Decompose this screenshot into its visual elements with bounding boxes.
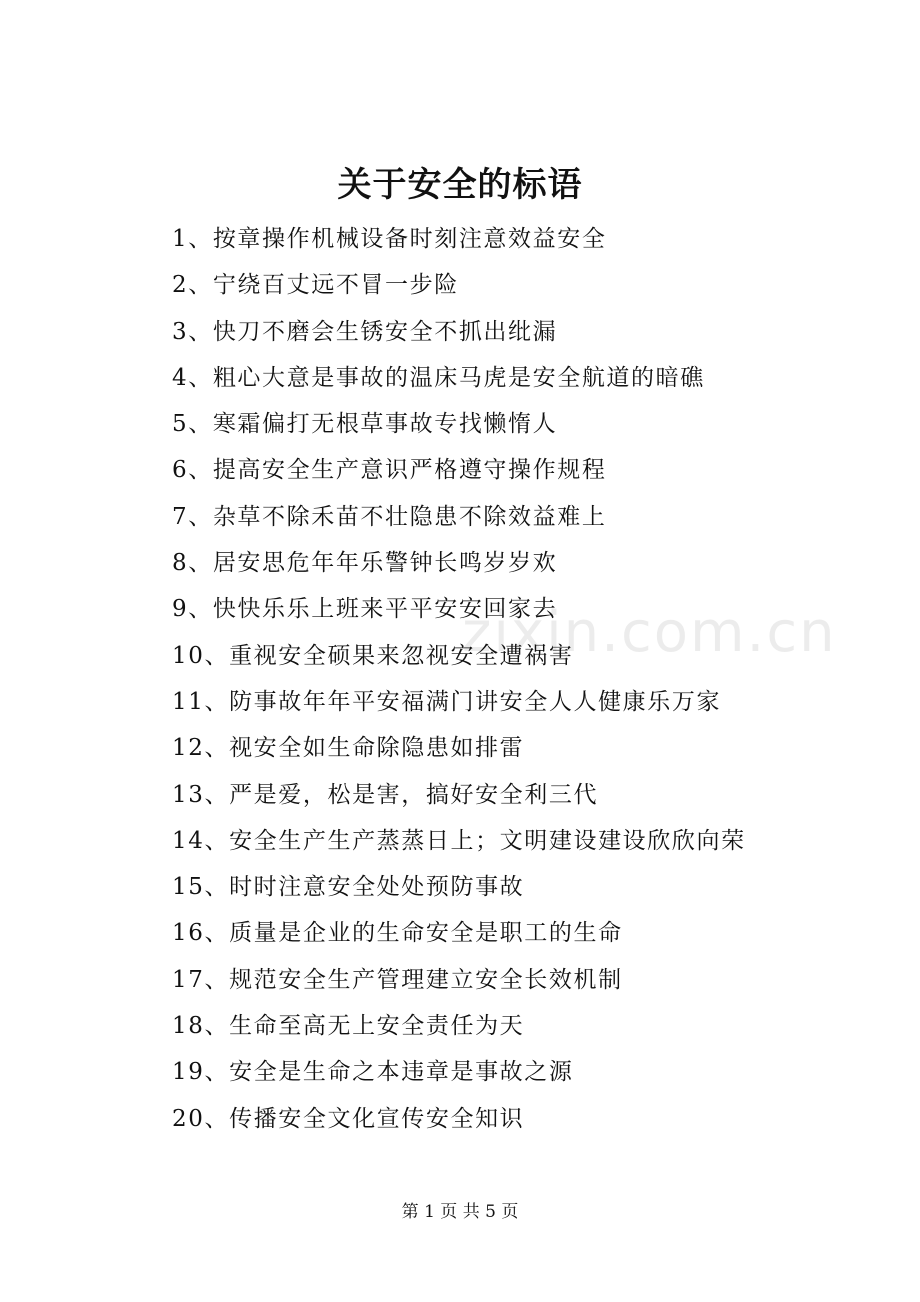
slogan-item: 3、快刀不磨会生锈安全不抓出纰漏: [172, 318, 558, 345]
slogan-item: 16、质量是企业的生命安全是职工的生命: [172, 920, 623, 947]
slogan-item: 10、重视安全硕果来忽视安全遭祸害: [172, 642, 574, 669]
slogan-item: 4、粗心大意是事故的温床马虎是安全航道的暗礁: [172, 364, 705, 391]
page-title: 关于安全的标语: [337, 165, 583, 205]
slogan-item: 11、防事故年年平安福满门讲安全人人健康乐万家: [172, 688, 722, 715]
slogan-item: 15、时时注意安全处处预防事故: [172, 874, 525, 901]
slogan-item: 8、居安思危年年乐警钟长鸣岁岁欢: [172, 550, 558, 577]
slogan-item: 20、传播安全文化宣传安全知识: [172, 1105, 525, 1132]
slogan-item: 19、安全是生命之本违章是事故之源: [172, 1059, 574, 1086]
slogan-item: 12、视安全如生命除隐患如排雷: [172, 735, 525, 762]
slogan-item: 1、按章操作机械设备时刻注意效益安全: [172, 226, 607, 252]
slogan-item: 17、规范安全生产管理建立安全长效机制: [172, 966, 623, 993]
slogan-item: 14、安全生产生产蒸蒸日上；文明建设建设欣欣向荣: [172, 827, 746, 854]
slogan-item: 5、寒霜偏打无根草事故专找懒惰人: [172, 411, 558, 438]
slogan-list: [172, 216, 872, 1142]
slogan-item: 6、提高安全生产意识严格遵守操作规程: [172, 457, 607, 484]
page-number-label: 第 1 页 共 5 页: [401, 1202, 519, 1222]
slogan-item: 7、杂草不除禾苗不壮隐患不除效益难上: [172, 503, 607, 530]
slogan-item: 9、快快乐乐上班来平平安安回家去: [172, 596, 558, 623]
page-footer: [0, 1198, 920, 1226]
slogan-item: 18、生命至高无上安全责任为天: [172, 1013, 525, 1040]
watermark: zixin.com.cn: [462, 600, 837, 665]
slogan-item: 13、严是爱，松是害，搞好安全利三代: [172, 781, 599, 808]
slogan-item: 2、宁绕百丈远不冒一步险: [172, 272, 459, 299]
